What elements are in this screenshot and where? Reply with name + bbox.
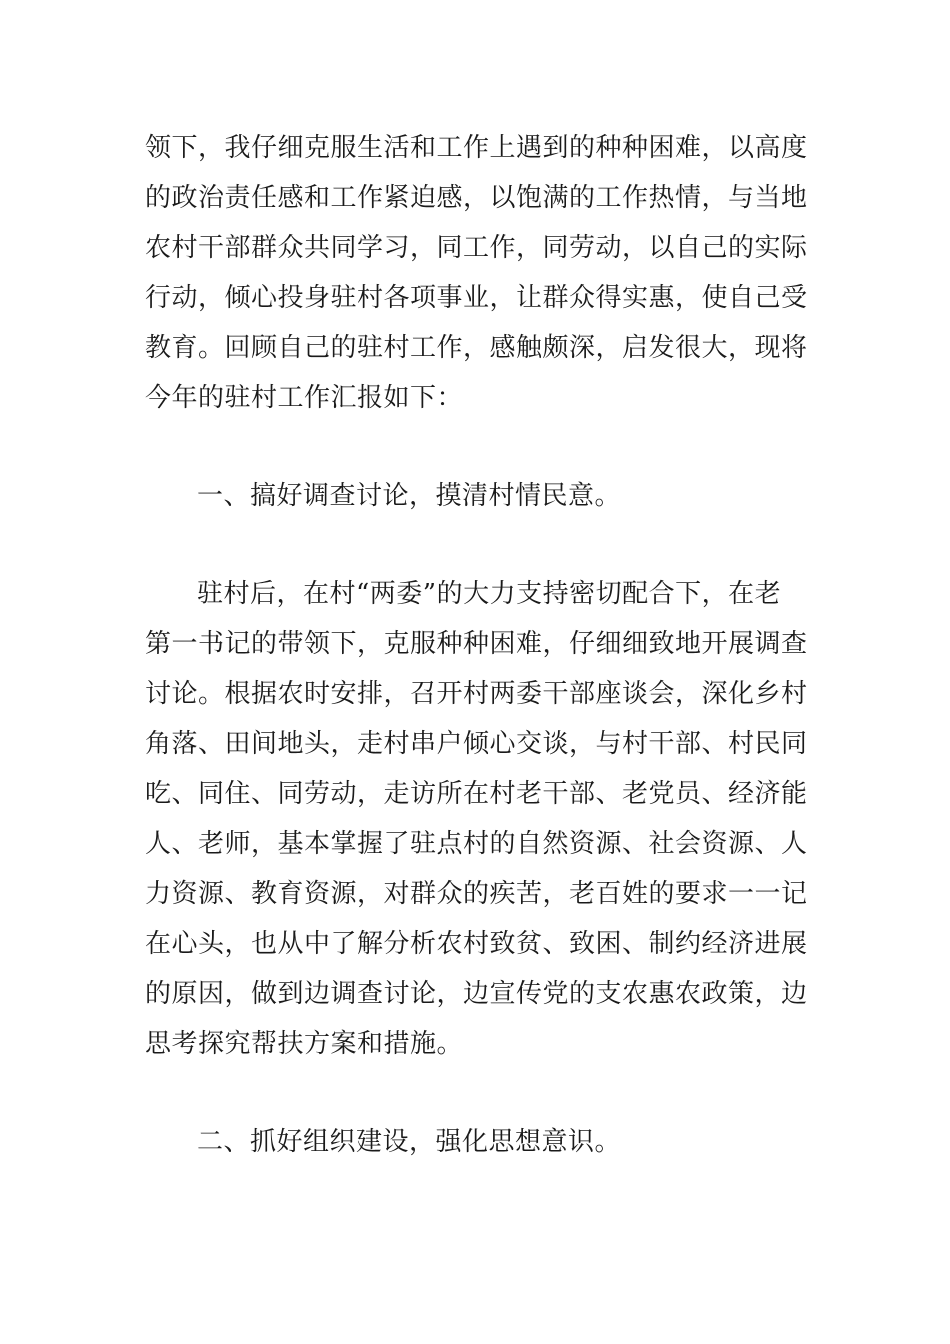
text-line: 行动，倾心投身驻村各项事业，让群众得实惠，使自己受 [145, 283, 808, 313]
paragraph-1 [145, 123, 810, 423]
text-line: 的政治责任感和工作紧迫感，以饱满的工作热情，与当地 [145, 183, 808, 213]
text-line: 在心头，也从中了解分析农村致贫、致困、制约经济进展 [145, 929, 808, 959]
text-line: 第一书记的带领下，克服种种困难，仔细细致地开展调查 [145, 629, 808, 659]
paragraph-2 [145, 569, 810, 1069]
text-line: 角落、田间地头，走村串户倾心交谈，与村干部、村民同 [145, 729, 808, 759]
text-line: 的原因，做到边调查讨论，边宣传党的支农惠农政策，边 [145, 979, 808, 1009]
text-line: 思考探究帮扶方案和措施。 [145, 1029, 464, 1059]
text-line: 讨论。根据农时安排，召开村两委干部座谈会，深化乡村 [145, 679, 808, 709]
section-heading-2: 二、抓好组织建设，强化思想意识。 [197, 1127, 622, 1157]
text-line: 吃、同住、同劳动，走访所在村老干部、老党员、经济能 [145, 779, 808, 809]
text-line: 教育。回顾自己的驻村工作，感触颇深，启发很大，现将 [145, 333, 808, 363]
text-line: 农村干部群众共同学习，同工作，同劳动，以自己的实际 [145, 233, 808, 263]
document-body [145, 123, 810, 1167]
paragraph-spacer [145, 1069, 810, 1117]
paragraph-spacer [145, 423, 810, 471]
text-line: 人、老师，基本掌握了驻点村的自然资源、社会资源、人 [145, 829, 808, 859]
text-line: 今年的驻村工作汇报如下： [145, 383, 464, 413]
text-line: 领下，我仔细克服生活和工作上遇到的种种困难，以高度 [145, 133, 808, 163]
text-line: 驻村后，在村“两委”的大力支持密切配合下，在老 [197, 579, 782, 609]
text-line: 力资源、教育资源，对群众的疾苦，老百姓的要求一一记 [145, 879, 808, 909]
section-heading-1: 一、搞好调查讨论，摸清村情民意。 [197, 481, 622, 511]
paragraph-spacer [145, 521, 810, 569]
